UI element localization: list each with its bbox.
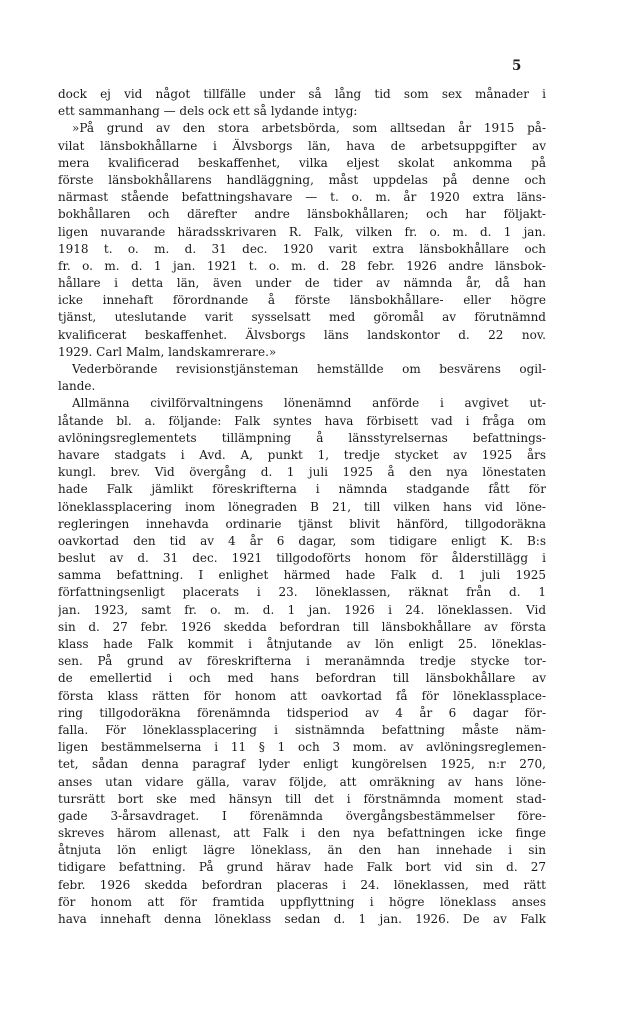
text-line: »På grund av den stora arbetsbörda, som alltsedan år 1915 på- [72, 121, 546, 136]
text-line: kungl. brev. Vid övergång d. 1 juli 1925 å den nya lönestaten [58, 465, 546, 480]
text-line: ett sammanhang — dels ock ett så lydande intyg: [58, 104, 358, 119]
text-line: ring tillgodoräkna förenämnda tidsperiod av 4 år 6 dagar för- [58, 705, 546, 720]
text-line: ligen nuvarande häradsskrivaren R. Falk, vilken fr. o. m. d. 1 jan. [58, 224, 546, 239]
text-line: febr. 1926 skedda befordran placeras i 24. löneklassen, med rätt [58, 877, 546, 892]
text-line: vilat länsbokhållarne i Älvsborgs län, hava de arbetsuppgifter av [58, 138, 546, 153]
text-line: gade 3-årsavdraget. I förenämnda övergångsbestämmelser före- [58, 808, 546, 823]
text-line: regleringen innehavda ordinarie tjänst blivit hänförd, tillgodoräkna [58, 516, 546, 531]
text-line: Vederbörande revisionstjänsteman hemställde om besvärens ogil- [72, 362, 546, 376]
text-line: jan. 1923, samt fr. o. m. d. 1 jan. 1926 i 24. löneklassen. Vid [58, 602, 546, 617]
text-line: för honom att för framtida uppflyttning i högre löneklass anses [58, 894, 546, 909]
text-line: sin d. 27 febr. 1926 skedda befordran till länsbokhållare av första [58, 619, 546, 634]
text-line: åtnjuta lön enligt lägre löneklass, än den han innehade i sin [58, 843, 546, 858]
text-line: skreves härom allenast, att Falk i den nya befattningen icke finge [58, 826, 546, 841]
text-line: falla. För löneklassplacering i sistnämnda befattning måste näm- [58, 722, 546, 737]
text-line: samma befattning. I enlighet härmed hade Falk d. 1 juli 1925 [58, 568, 546, 583]
text-line: mera kvalificerad beskaffenhet, vilka eljest skolat ankomma på [58, 155, 546, 170]
body-text [58, 86, 546, 928]
text-line: löneklassplacering inom lönegraden B 21, till vilken hans vid löne- [58, 499, 546, 514]
text-line: ligen bestämmelserna i 11 § 1 och 3 mom. av avlöningsreglemen- [58, 740, 546, 755]
text-line: bokhållaren och därefter andre länsbokhållaren; och har följakt- [58, 207, 546, 222]
text-line: avlöningsreglementets tillämpning å länsstyrelsernas befattnings- [58, 430, 546, 445]
text-line: anses utan vidare gälla, varav följde, att omräkning av hans löne- [58, 774, 546, 789]
text-line: hade Falk jämlikt föreskrifterna i nämnda stadgande fått för [58, 482, 546, 497]
text-line: tidigare befattning. På grund härav hade Falk bort vid sin d. 27 [58, 860, 546, 875]
text-line: dock ej vid något tillfälle under så lång tid som sex månader i [58, 87, 546, 101]
text-line: de emellertid i och med hans befordran till länsbokhållare av [58, 671, 546, 686]
text-line: första klass rätten för honom att oavkortad få för löneklassplace- [58, 688, 546, 703]
text-line: tjänst, uteslutande varit sysselsatt med göromål av förutnämnd [58, 310, 546, 325]
text-line: förste länsbokhållarens handläggning, måst uppdelas på denne och [58, 172, 546, 187]
text-line: 1918 t. o. m. d. 31 dec. 1920 varit extra länsbokhållare och [58, 241, 546, 256]
text-line: icke innehaft förordnande å förste länsbokhållare- eller högre [58, 293, 546, 308]
text-line: kvalificerat beskaffenhet. Älvsborgs läns landskontor d. 22 nov. [58, 327, 546, 342]
text-line: oavkortad den tid av 4 år 6 dagar, som tidigare enligt K. B:s [58, 533, 546, 548]
text-line: hållare i detta län, även under de tider av nämnda år, då han [58, 276, 546, 291]
text-line: Allmänna civilförvaltningens lönenämnd anförde i avgivet ut- [72, 396, 546, 411]
text-line: låtande bl. a. följande: Falk syntes hava förbisett vad i fråga om [58, 413, 546, 428]
text-line: fr. o. m. d. 1 jan. 1921 t. o. m. d. 28 febr. 1926 andre länsbok- [58, 258, 546, 273]
text-line: lande. [58, 379, 96, 394]
text-line: klass hade Falk kommit i åtnjutande av lön enligt 25. löneklas- [58, 637, 546, 651]
text-line: tursrätt bort ske med hänsyn till det i förstnämnda moment stad- [58, 791, 546, 806]
text-line: sen. På grund av föreskrifterna i meranämnda tredje stycke tor- [58, 654, 546, 669]
text-line: tet, sådan denna paragraf lyder enligt kungörelsen 1925, n:r 270, [58, 757, 546, 772]
text-line: 1929. Carl Malm, landskamrerare.» [58, 344, 277, 359]
page-number: 5 [512, 58, 522, 74]
text-line: beslut av d. 31 dec. 1921 tillgodoförts honom för ålderstillägg i [58, 551, 546, 566]
text-line: hava innehaft denna löneklass sedan d. 1 jan. 1926. De av Falk [58, 912, 546, 926]
text-line: närmast stående befattningshavare — t. o. m. år 1920 extra läns- [58, 190, 546, 205]
text-line: författningsenligt placerats i 23. löneklassen, räknat från d. 1 [58, 585, 546, 600]
text-line: havare stadgats i Avd. A, punkt 1, tredje stycket av 1925 års [58, 447, 546, 462]
